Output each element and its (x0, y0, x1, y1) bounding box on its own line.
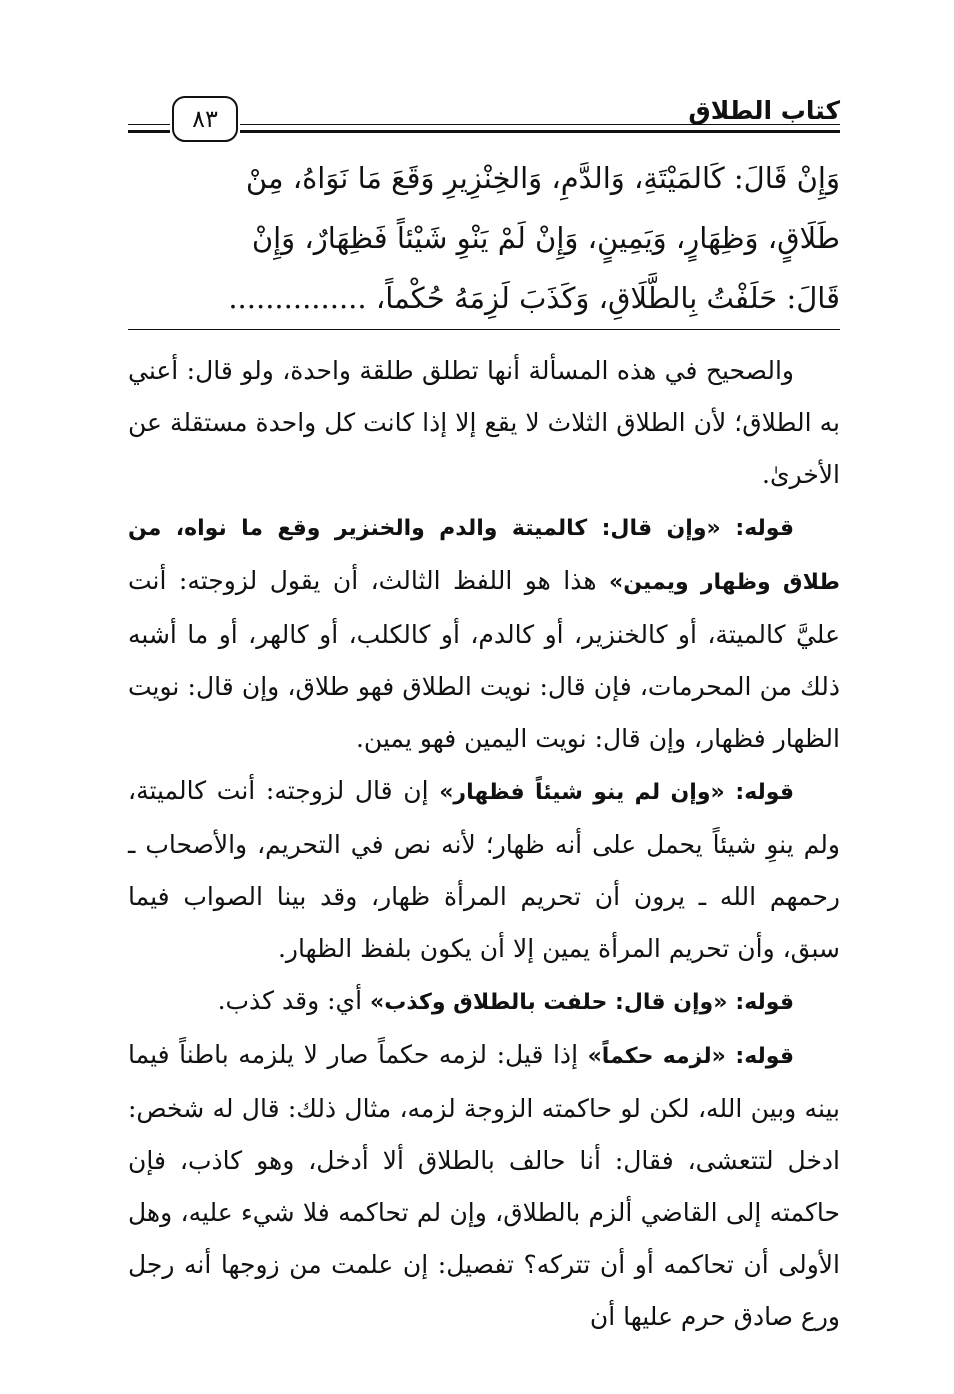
qawluhu-label: قوله: (735, 516, 795, 541)
matn-line: قَالَ: حَلَفْتُ بِالطَّلَاقِ، وَكَذَبَ لَزِمَهُ حُكْماً، ............... (228, 281, 840, 315)
commentary (128, 345, 840, 1343)
header-rule-thick-left (128, 130, 170, 133)
page-header (128, 92, 840, 144)
paragraph-text: إذا قيل: لزمه حكماً صار لا يلزمه باطناً فيما بينه وبين الله، لكن لو حاكمته الزوجة لزمه، مثال ذلك: قال له شخص: ادخل لتتعشى، فقال: أنا حالف بالطلاق ألا أدخل، وهو كاذب، فإن حاكمته إلى القاضي ألزم بالطلاق، وإن لم تحاكمه فلا شيء عليه، وهل الأولى أن تحاكمه أو أن تتركه؟ تفصيل: إن علمت من زوجها أنه رجل ورع صادق حرم عليها أن (128, 1040, 840, 1331)
matn-quote: «وإن قال: حلفت بالطلاق وكذب» (370, 990, 728, 1015)
header-rule-thick (240, 130, 840, 133)
paragraph (128, 1029, 840, 1343)
matn-quote: «وإن قال: كالميتة والدم والخنزير وقع ما نواه، من طلاق وظهار ويمين» (128, 516, 840, 595)
matn-quote: «وإن لم ينو شيئاً فظهار» (439, 780, 725, 805)
paragraph: والصحيح في هذه المسألة أنها تطلق طلقة واحدة، ولو قال: أعني به الطلاق؛ لأن الطلاق الثلاث لا يقع إلا إذا كانت كل واحدة مستقلة عن الأخرىٰ. (128, 356, 840, 489)
paragraph-text: أي: وقد كذب. (217, 986, 370, 1015)
header-rule-thin (240, 124, 840, 125)
page-number: ٨٣ (172, 96, 238, 142)
matn-quote: «لزمه حكماً» (587, 1044, 726, 1069)
qawluhu-label: قوله: (735, 1044, 795, 1069)
matn-line: وَإِنْ قَالَ: كَالمَيْتَةِ، وَالدَّمِ، وَالخِنْزِيرِ وَقَعَ مَا نَوَاهُ، مِنْ (245, 161, 840, 195)
paragraph-text: هذا هو اللفظ الثالث، أن يقول لزوجته: أنت عليَّ كالميتة، أو كالخنزير، أو كالدم، أو كالكلب، أو كالهر، أو ما أشبه ذلك من المحرمات، فإن قال: نويت الطلاق فهو طلاق، وإن قال: نويت الظهار فظهار، وإن قال: نويت اليمين فهو يمين. (128, 566, 840, 753)
book-title: كتاب الطلاق (688, 96, 840, 125)
qawluhu-label: قوله: (735, 780, 794, 805)
matn-text (128, 148, 840, 328)
header-rule-thin-left (128, 124, 170, 125)
paragraph (128, 501, 840, 765)
matn-separator (128, 329, 840, 330)
paragraph (128, 765, 840, 975)
paragraph (128, 975, 840, 1029)
qawluhu-label: قوله: (735, 990, 794, 1015)
paragraph-text: إن قال لزوجته: أنت كالميتة، ولم ينوِ شيئاً يحمل على أنه ظهار؛ لأنه نص في التحريم، والأصحاب ـ رحمهم الله ـ يرون أن تحريم المرأة ظهار، وقد بينا الصواب فيما سبق، وأن تحريم المرأة يمين إلا أن يكون بلفظ الظهار. (128, 776, 840, 963)
matn-line: طَلَاقٍ، وَظِهَارٍ، وَيَمِينٍ، وَإِنْ لَمْ يَنْوِ شَيْئاً فَظِهَارٌ، وَإِنْ (251, 221, 840, 255)
